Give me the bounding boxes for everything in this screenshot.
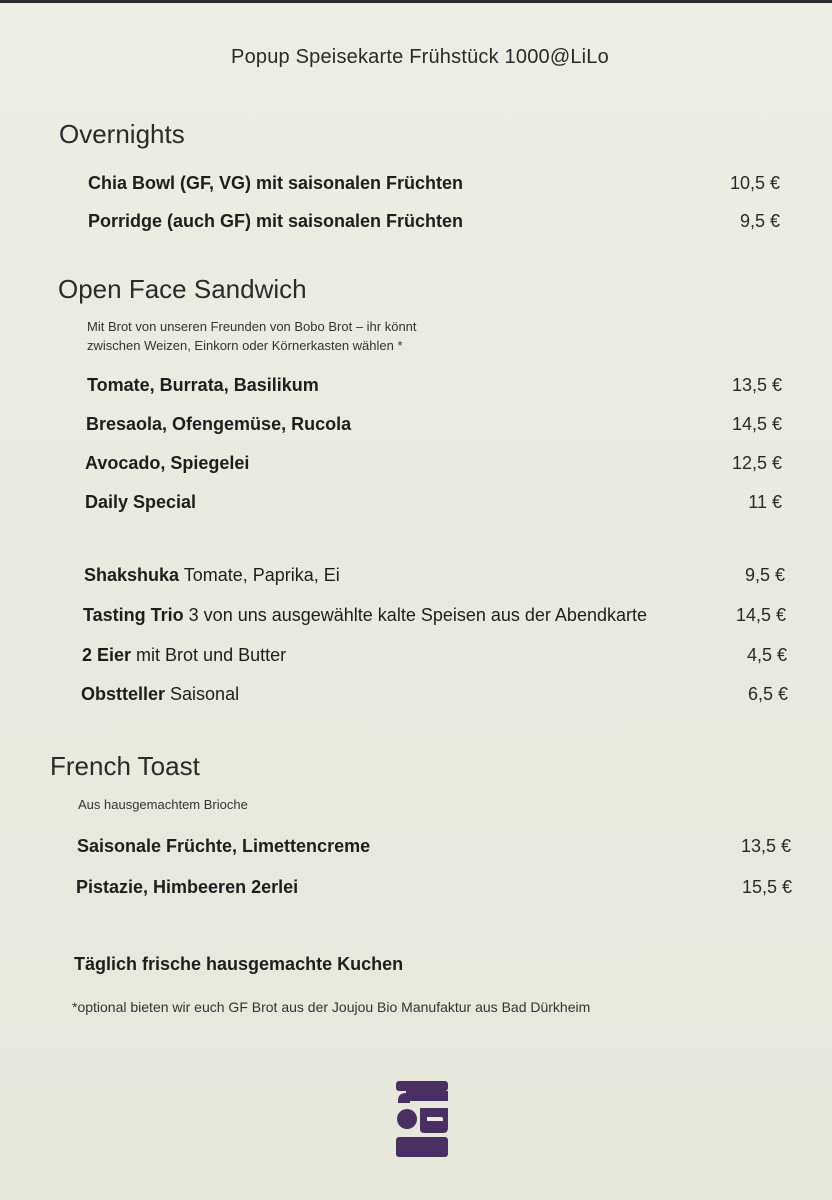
item-name: 2 Eier xyxy=(82,645,132,665)
menu-item-shakshuka xyxy=(84,565,340,586)
item-name: Shakshuka xyxy=(84,565,180,585)
item-price: 13,5 € xyxy=(740,836,791,856)
section-heading-sandwich: Open Face Sandwich xyxy=(58,274,307,304)
item-price: 13,5 € xyxy=(731,375,782,395)
section-note-french-toast: Aus hausgemachtem Brioche xyxy=(78,797,248,812)
menu-item-obstteller xyxy=(81,684,239,705)
menu-item-chia-bowl xyxy=(88,173,463,194)
item-price: 14,5 € xyxy=(735,605,786,625)
menu-item-tomate-burrata xyxy=(87,375,319,396)
item-price: 12,5 € xyxy=(731,453,782,473)
item-name: Saisonale Früchte, Limettencreme xyxy=(77,836,371,856)
menu-item-tasting-trio xyxy=(83,605,647,626)
note-line: zwischen Weizen, Einkorn oder Körnerkasten wählen * xyxy=(87,338,403,353)
cake-note: Täglich frische hausgemachte Kuchen xyxy=(74,954,404,974)
menu-item-pistazie xyxy=(76,877,298,898)
item-name: Bresaola, Ofengemüse, Rucola xyxy=(86,414,352,434)
section-heading-french-toast: French Toast xyxy=(50,751,200,781)
item-desc: Saisonal xyxy=(165,684,240,704)
item-name: Tomate, Burrata, Basilikum xyxy=(87,375,319,395)
item-desc: 3 von uns ausgewählte kalte Speisen aus der Abendkarte xyxy=(183,605,647,625)
item-name: Avocado, Spiegelei xyxy=(85,453,250,473)
menu-item-daily-special xyxy=(85,492,196,513)
item-price: 9,5 € xyxy=(739,211,780,231)
menu-item-porridge xyxy=(88,211,463,232)
item-desc: mit Brot und Butter xyxy=(131,645,287,665)
item-price: 15,5 € xyxy=(741,877,792,897)
menu-title: Popup Speisekarte Frühstück 1000@LiLo xyxy=(231,46,609,68)
menu-item-saisonale-fruechte xyxy=(77,836,370,857)
item-price: 10,5 € xyxy=(729,173,780,193)
note-line: Mit Brot von unseren Freunden von Bobo Brot – ihr könnt xyxy=(87,319,417,334)
item-price: 4,5 € xyxy=(746,645,787,665)
item-name: Tasting Trio xyxy=(83,605,184,625)
menu-item-bresaola xyxy=(86,414,351,435)
item-name: Daily Special xyxy=(85,492,197,512)
section-note-sandwich xyxy=(87,317,417,355)
menu-item-avocado xyxy=(85,453,249,474)
section-heading-overnights: Overnights xyxy=(59,119,185,149)
menu-item-2-eier xyxy=(82,645,286,666)
item-name: Porridge (auch GF) mit saisonalen Früchten xyxy=(88,211,464,231)
page-top-edge xyxy=(0,0,832,3)
restaurant-logo-icon xyxy=(396,1081,448,1157)
item-name: Obstteller xyxy=(81,684,166,704)
item-desc: Tomate, Paprika, Ei xyxy=(179,565,340,585)
item-name: Pistazie, Himbeeren 2erlei xyxy=(76,877,299,897)
item-price: 6,5 € xyxy=(747,684,788,704)
footnote: *optional bieten wir euch GF Brot aus der Joujou Bio Manufaktur aus Bad Dürkheim xyxy=(72,999,591,1015)
item-price: 14,5 € xyxy=(731,414,782,434)
item-price: 11 € xyxy=(748,492,782,512)
item-name: Chia Bowl (GF, VG) mit saisonalen Früchten xyxy=(88,173,464,193)
item-price: 9,5 € xyxy=(744,565,785,585)
